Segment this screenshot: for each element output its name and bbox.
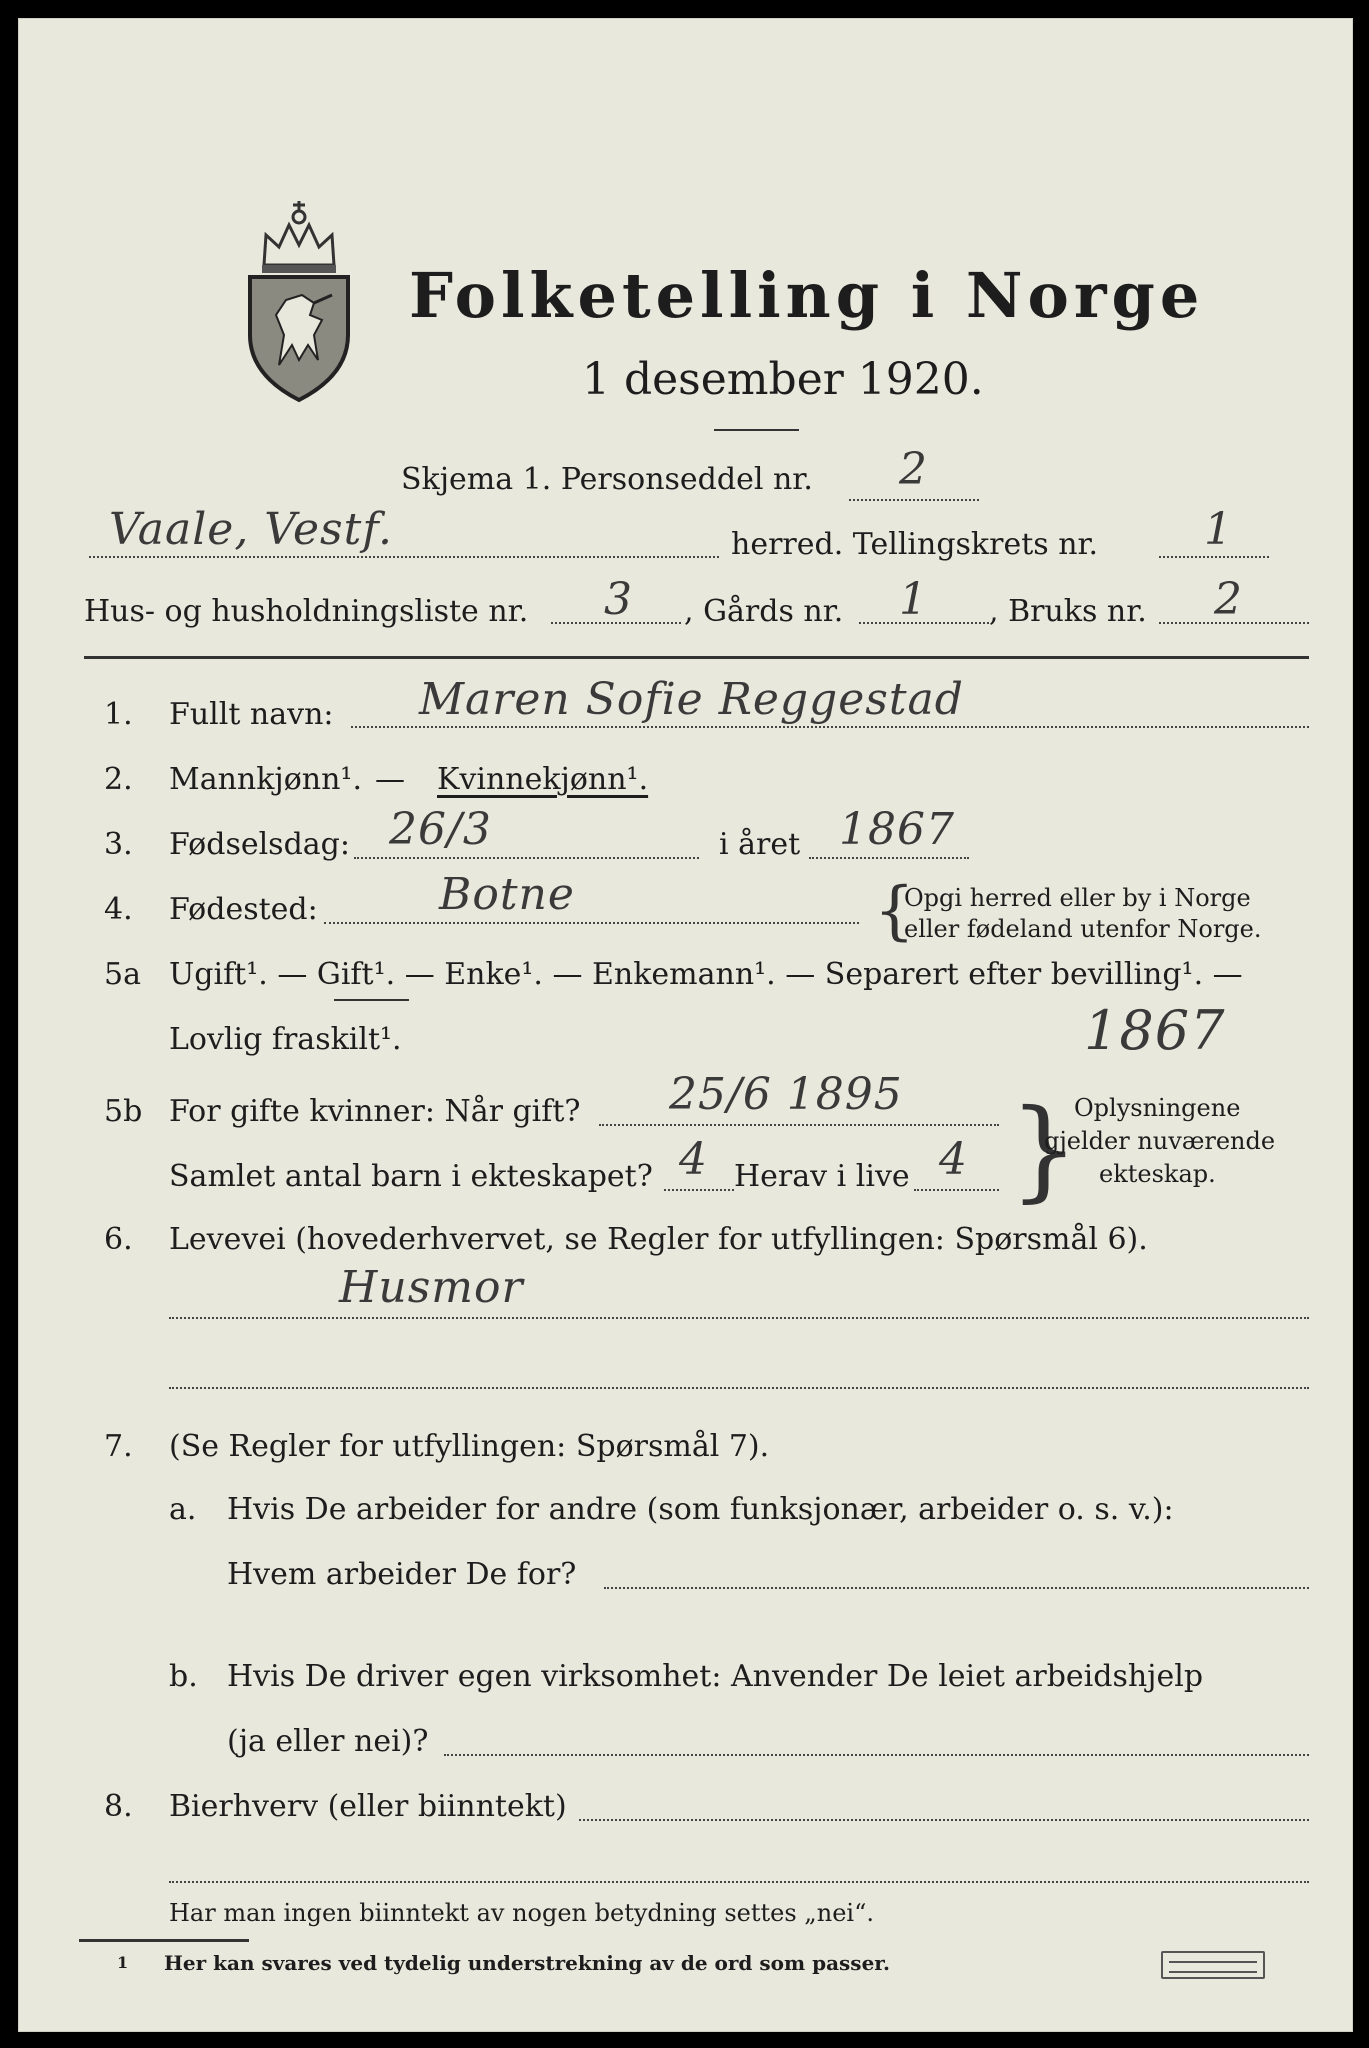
footnote-text: Her kan svares ved tydelig understrekning av de ord som passer. (164, 1951, 890, 1975)
q2-number: 2. (104, 762, 133, 797)
marriage-note-brace: } (1009, 1085, 1079, 1213)
bruks-label: , Bruks nr. (989, 594, 1147, 629)
marriage-date-label: For gifte kvinner: Når gift? (169, 1094, 581, 1129)
herred-line (89, 556, 719, 558)
employer-line (604, 1587, 1309, 1589)
marital-margin-note: 1867 (1084, 999, 1226, 1062)
census-date: 1 desember 1920. (582, 354, 984, 405)
marriage-note-line2: gjelder nuværende (1044, 1127, 1276, 1155)
side-income-note: Har man ingen biinntekt av nogen betydning settes „nei“. (169, 1899, 874, 1927)
q7a-question: Hvis De arbeider for andre (som funksjonær, arbeider o. s. v.): (227, 1492, 1174, 1527)
q1-number: 1. (104, 697, 133, 732)
hus-nr-value: 3 (604, 574, 633, 625)
page-title: Folketelling i Norge (409, 259, 1205, 332)
sex-male-option: Mannkjønn¹. (169, 762, 362, 797)
side-income-line-2 (169, 1881, 1309, 1883)
tellingskrets-nr-value: 1 (1204, 504, 1233, 555)
divorced-option: Lovlig fraskilt¹. (169, 1022, 402, 1057)
full-name-value: Maren Sofie Reggestad (419, 674, 964, 725)
side-income-line-1 (579, 1819, 1309, 1821)
norway-coat-of-arms-lion-icon (244, 195, 354, 405)
hus-label: Hus- og husholdningsliste nr. (84, 594, 529, 629)
children-alive-line (914, 1189, 999, 1191)
schema-label: Skjema 1. Personseddel nr. (401, 462, 813, 497)
section-divider (84, 656, 1309, 659)
hired-help-line (444, 1754, 1309, 1756)
herred-label: herred. Tellingskrets nr. (731, 527, 1099, 562)
birthday-value: 26/3 (389, 804, 492, 855)
birthplace-line (324, 922, 859, 924)
birthday-line (354, 857, 699, 859)
gards-label: , Gårds nr. (684, 594, 844, 629)
q6-number: 6. (104, 1222, 133, 1257)
q5a-number: 5a (104, 957, 141, 992)
footnote-divider (79, 1939, 249, 1942)
q7a-letter: a. (169, 1492, 197, 1527)
occupation-line-2 (169, 1387, 1309, 1389)
employer-label: Hvem arbeider De for? (227, 1557, 577, 1592)
q7b-question: Hvis De driver egen virksomhet: Anvender De leiet arbeidshjelp (227, 1659, 1204, 1694)
footnote-mark: 1 (117, 1953, 129, 1972)
children-count-line (664, 1189, 734, 1191)
birthplace-label: Fødested: (169, 892, 318, 927)
birthplace-value: Botne (439, 869, 575, 920)
marriage-date-value: 25/6 1895 (669, 1069, 903, 1120)
q8-number: 8. (104, 1789, 133, 1824)
gift-underline (334, 999, 409, 1001)
side-income-label: Bierhverv (eller biinntekt) (169, 1789, 567, 1824)
marriage-date-line (599, 1124, 999, 1126)
title-divider (714, 429, 799, 431)
personseddel-nr-value: 2 (899, 444, 928, 495)
personseddel-nr-line (849, 499, 979, 501)
printer-stamp-icon (1161, 1951, 1265, 1979)
census-form-sheet (18, 18, 1353, 2032)
birth-year-label: i året (719, 827, 801, 862)
hired-help-label: (ja eller nei)? (227, 1724, 429, 1759)
q4-number: 4. (104, 892, 133, 927)
sex-female-option-underlined: Kvinnekjønn¹. (437, 762, 649, 797)
children-count-label: Samlet antal barn i ekteskapet? (169, 1159, 653, 1194)
birth-year-line (809, 857, 969, 859)
q7-number: 7. (104, 1429, 133, 1464)
sex-dash: — (375, 762, 405, 797)
marriage-note-line3: ekteskap. (1099, 1160, 1216, 1188)
occupation-label: Levevei (hovederhvervet, se Regler for utfyllingen: Spørsmål 6). (169, 1222, 1148, 1257)
birthplace-note-line1: Opgi herred eller by i Norge (904, 884, 1251, 912)
children-alive-label: Herav i live (734, 1159, 910, 1194)
children-alive-value: 4 (939, 1134, 968, 1185)
herred-value: Vaale, Vestf. (109, 504, 394, 555)
birthplace-note-brace: { (874, 874, 915, 948)
bruks-nr-value: 2 (1214, 574, 1243, 625)
birthday-label: Fødselsdag: (169, 827, 350, 862)
gards-nr-value: 1 (899, 574, 928, 625)
q3-number: 3. (104, 827, 133, 862)
q7-label: (Se Regler for utfyllingen: Spørsmål 7). (169, 1429, 770, 1464)
children-count-value: 4 (679, 1134, 708, 1185)
occupation-line-1 (169, 1317, 1309, 1319)
full-name-label: Fullt navn: (169, 697, 334, 732)
marital-status-options: Ugift¹. — Gift¹. — Enke¹. — Enkemann¹. — Separert efter bevilling¹. — (169, 957, 1243, 992)
q7b-letter: b. (169, 1659, 198, 1694)
birth-year-value: 1867 (839, 804, 955, 855)
birthplace-note-line2: eller fødeland utenfor Norge. (904, 915, 1262, 943)
full-name-line (351, 726, 1309, 728)
marriage-note-line1: Oplysningene (1074, 1094, 1241, 1122)
tellingskrets-line (1159, 556, 1269, 558)
q5b-number: 5b (104, 1094, 143, 1129)
occupation-value: Husmor (339, 1262, 524, 1313)
